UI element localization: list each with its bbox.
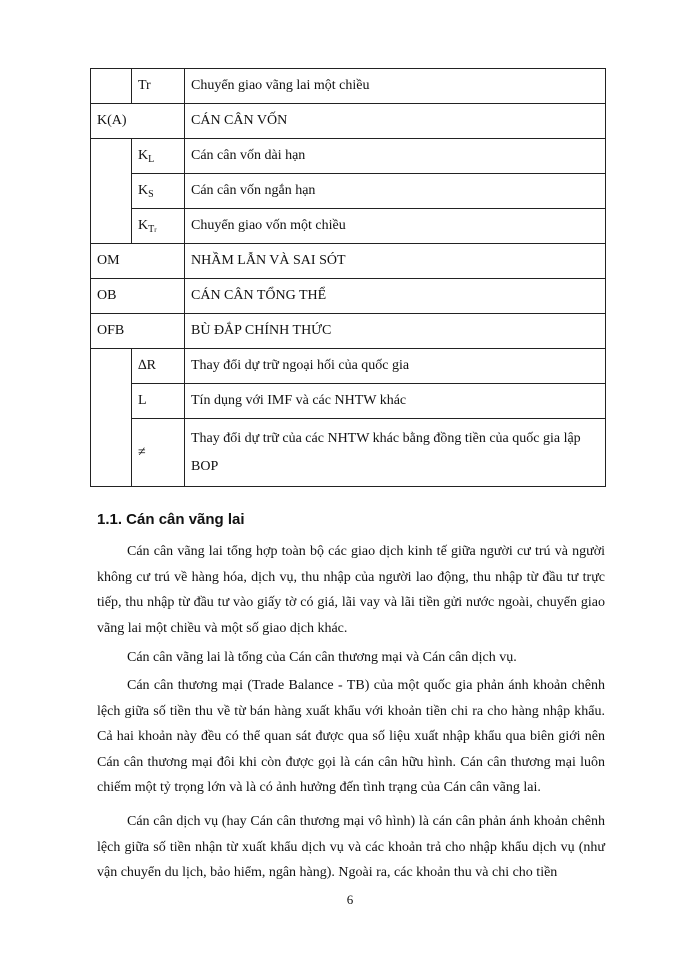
sub-code-cell: Tr bbox=[132, 69, 185, 104]
table-row bbox=[91, 69, 606, 104]
sub-code-cell: ≠ bbox=[132, 419, 185, 487]
table-row bbox=[91, 279, 606, 314]
description-cell: NHẦM LẪN VÀ SAI SÓT bbox=[185, 244, 606, 279]
code-cell: K(A) bbox=[91, 104, 185, 139]
paragraph: Cán cân dịch vụ (hay Cán cân thương mại vô hình) là cán cân phản ánh khoản chênh lệch giữa số tiền nhận từ xuất khẩu dịch vụ và các khoản trả cho nhập khẩu dịch vụ (như vận chuyển du lịch, bảo hiểm, ngân hàng). Ngoài ra, các khoản thu và chi cho tiền bbox=[97, 814, 605, 880]
description-cell: CÁN CÂN TỔNG THỂ bbox=[185, 279, 606, 314]
code-cell bbox=[91, 69, 132, 104]
code-cell: OM bbox=[91, 244, 185, 279]
code-cell bbox=[91, 139, 132, 244]
code-cell bbox=[91, 349, 132, 487]
table-row bbox=[91, 139, 606, 174]
description-cell: Tín dụng với IMF và các NHTW khác bbox=[185, 384, 606, 419]
bop-structure-table bbox=[90, 68, 606, 487]
paragraph: Cán cân vãng lai là tổng của Cán cân thương mại và Cán cân dịch vụ. bbox=[127, 650, 517, 665]
description-cell: Thay đổi dự trữ ngoại hối của quốc gia bbox=[185, 349, 606, 384]
page-number: 6 bbox=[346, 892, 354, 907]
paragraph: Cán cân thương mại (Trade Balance - TB) của một quốc gia phản ánh khoản chênh lệch giữa số tiền thu về từ bán hàng xuất khẩu với khoản tiền chi ra cho hàng nhập khẩu. Cả hai khoản này đều có thể quan sát được qua số liệu xuất nhập khẩu qua biên giới nên Cán cân thương mại đôi khi còn được gọi là cán cân hữu hình. Cán cân thương mại luôn chiếm một tỷ trọng lớn và là có ảnh hưởng đến tình trạng của Cán cân vãng lai. bbox=[97, 678, 605, 795]
table-row bbox=[91, 419, 606, 487]
sub-code-cell: $K_S$ bbox=[132, 174, 185, 209]
code-cell: OFB bbox=[91, 314, 185, 349]
code-cell: OB bbox=[91, 279, 185, 314]
table-row bbox=[91, 174, 606, 209]
description-cell: Cán cân vốn ngắn hạn bbox=[185, 174, 606, 209]
description-cell: Cán cân vốn dài hạn bbox=[185, 139, 606, 174]
description-cell: Chuyển giao vốn một chiều bbox=[185, 209, 606, 244]
table-row bbox=[91, 384, 606, 419]
table-row bbox=[91, 104, 606, 139]
description-cell: Thay đổi dự trữ của các NHTW khác bằng đồng tiền của quốc gia lập BOP bbox=[185, 419, 606, 487]
table-row bbox=[91, 244, 606, 279]
sub-code-cell: L bbox=[132, 384, 185, 419]
section-heading: 1.1. Cán cân vãng lai bbox=[97, 511, 245, 528]
sub-code-cell: $K_{Tr}$ bbox=[132, 209, 185, 244]
sub-code-cell: $K_L$ bbox=[132, 139, 185, 174]
table-row bbox=[91, 314, 606, 349]
table-row bbox=[91, 209, 606, 244]
description-cell: CÁN CÂN VỐN bbox=[185, 104, 606, 139]
table-row bbox=[91, 349, 606, 384]
sub-code-cell: ∆R bbox=[132, 349, 185, 384]
paragraph: Cán cân vãng lai tổng hợp toàn bộ các giao dịch kinh tế giữa người cư trú và người không cư trú về hàng hóa, dịch vụ, thu nhập của người lao động, thu nhập từ đầu tư trực tiếp, thu nhập từ đầu tư vào giấy tờ có giá, lãi vay và lãi tiền gửi nước ngoài, chuyển giao vãng lai một chiều và một số giao dịch khác. bbox=[97, 544, 605, 636]
description-cell: Chuyển giao vãng lai một chiều bbox=[185, 69, 606, 104]
description-cell: BÙ ĐẮP CHÍNH THỨC bbox=[185, 314, 606, 349]
